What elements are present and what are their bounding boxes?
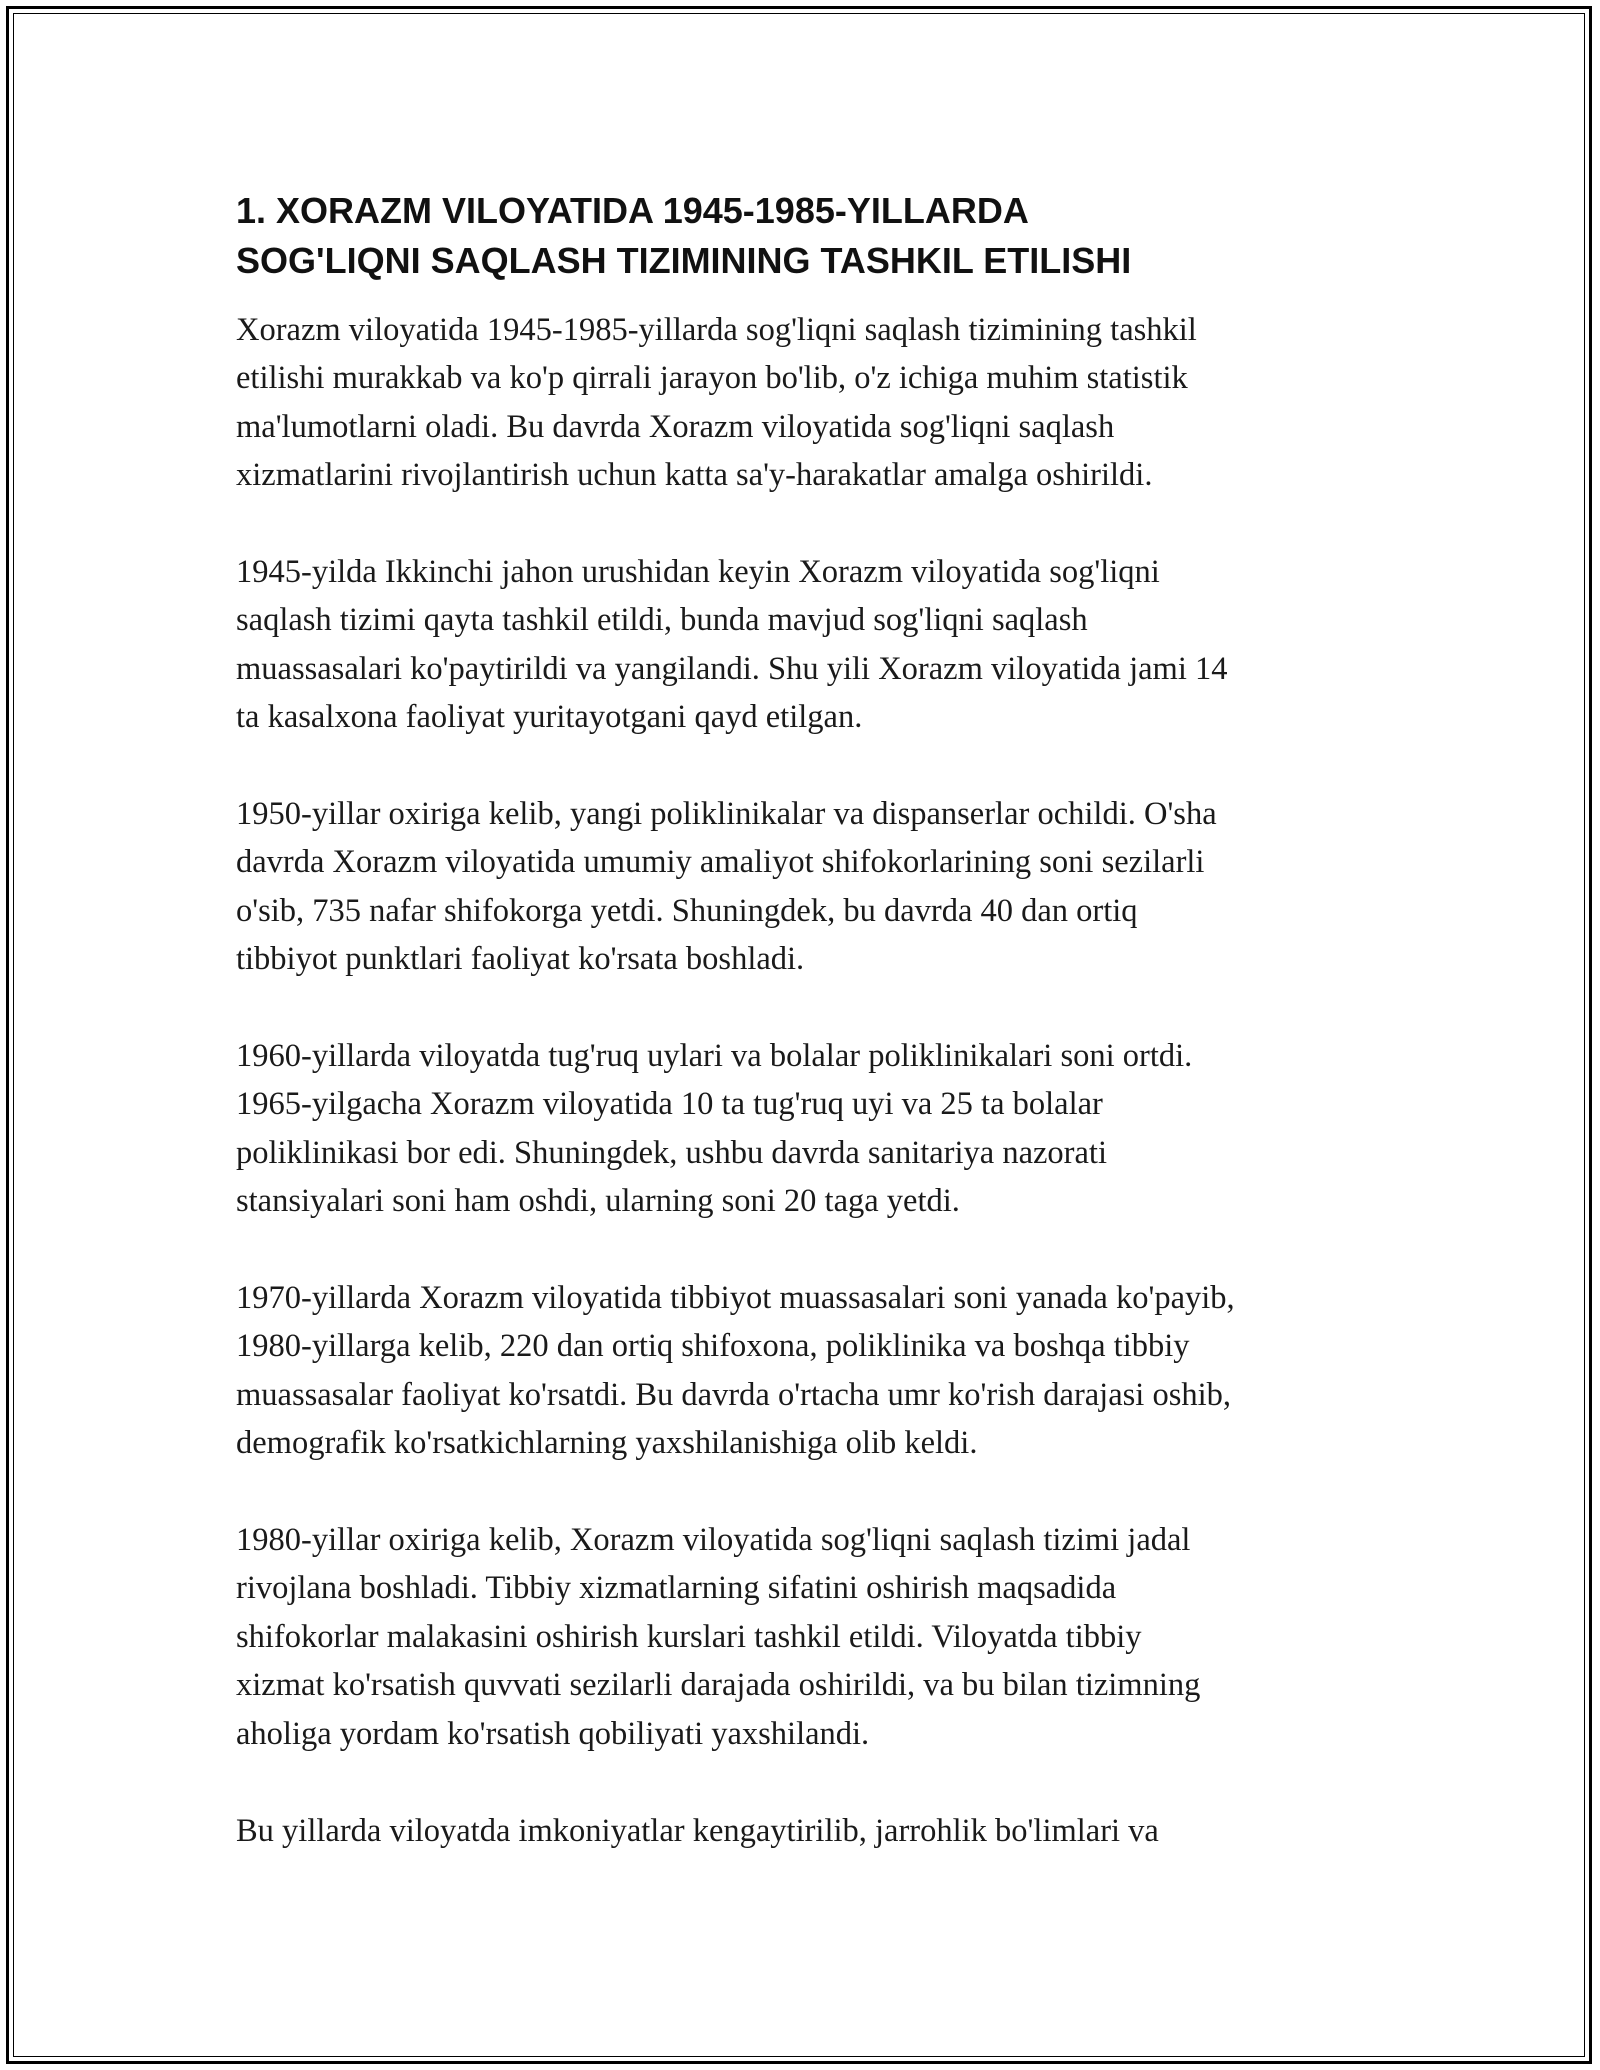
text-line: 1980-yillarga kelib, 220 dan ortiq shifoxona, poliklinika va boshqa tibbiy <box>236 1328 1190 1365</box>
paragraph <box>236 1032 1386 1226</box>
text-line: Xorazm viloyatida 1945-1985-yillarda sog'liqni saqlash tizimining tashkil <box>236 312 1197 348</box>
text-line: o'sib, 735 nafar shifokorga yetdi. Shuningdek, bu davrda 40 dan ortiq <box>236 892 1138 929</box>
text-line: poliklinikasi bor edi. Shuningdek, ushbu davrda sanitariya nazorati <box>236 1134 1107 1171</box>
text-line: ma'lumotlarni oladi. Bu davrda Xorazm viloyatida sog'liqni saqlash <box>236 408 1115 445</box>
paragraph <box>236 548 1386 742</box>
text-line: ta kasalxona faoliyat yuritayotgani qayd etilgan. <box>236 699 863 736</box>
text-line: xizmatlarini rivojlantirish uchun katta sa'y-harakatlar amalga oshirildi. <box>236 457 1153 494</box>
text-line: muassasalar faoliyat ko'rsatdi. Bu davrda o'rtacha umr ko'rish darajasi oshib, <box>236 1376 1231 1413</box>
paragraph <box>236 1516 1386 1758</box>
text-line: rivojlana boshladi. Tibbiy xizmatlarning sifatini oshirish maqsadida <box>236 1570 1117 1607</box>
text-line: 1960-yillarda viloyatda tug'ruq uylari va bolalar poliklinikalari soni ortdi. <box>236 1038 1193 1075</box>
text-line: demografik ko'rsatkichlarning yaxshilanishiga olib keldi. <box>236 1425 978 1462</box>
text-line: Bu yillarda viloyatda imkoniyatlar kengaytirilib, jarrohlik bo'limlari va <box>236 1812 1159 1849</box>
text-line: muassasalari ko'paytirildi va yangilandi. Shu yili Xorazm viloyatida jami 14 <box>236 650 1228 687</box>
paragraph <box>236 1807 1386 1855</box>
title-line: SOG'LIQNI SAQLASH TIZIMINING TASHKIL ETILISHI <box>236 240 1132 281</box>
text-line: stansiyalari soni ham oshdi, ularning soni 20 taga yetdi. <box>236 1183 960 1220</box>
page-title <box>236 186 1386 286</box>
text-line: tibbiyot punktlari faoliyat ko'rsata boshladi. <box>236 941 805 978</box>
text-line: etilishi murakkab va ko'p qirrali jarayon bo'lib, o'z ichiga muhim statistik <box>236 360 1188 397</box>
text-line: xizmat ko'rsatish quvvati sezilarli darajada oshirildi, va bu bilan tizimning <box>236 1667 1201 1704</box>
paragraph <box>236 1274 1386 1468</box>
text-line: saqlash tizimi qayta tashkil etildi, bunda mavjud sog'liqni saqlash <box>236 602 1088 639</box>
document-body <box>236 186 1386 1903</box>
title-line: 1. XORAZM VILOYATIDA 1945-1985-YILLARDA <box>236 190 1029 231</box>
text-line: shifokorlar malakasini oshirish kurslari tashkil etildi. Viloyatda tibbiy <box>236 1618 1142 1655</box>
paragraph <box>236 790 1386 984</box>
text-line: 1980-yillar oxiriga kelib, Xorazm viloyatida sog'liqni saqlash tizimi jadal <box>236 1522 1191 1559</box>
text-line: 1950-yillar oxiriga kelib, yangi poliklinikalar va dispanserlar ochildi. O'sha <box>236 796 1217 833</box>
text-line: 1970-yillarda Xorazm viloyatida tibbiyot muassasalari soni yanada ko'payib, <box>236 1280 1235 1317</box>
text-line: davrda Xorazm viloyatida umumiy amaliyot shifokorlarining soni sezilarli <box>236 844 1205 881</box>
text-line: 1945-yilda Ikkinchi jahon urushidan keyin Xorazm viloyatida sog'liqni <box>236 554 1160 591</box>
text-line: aholiga yordam ko'rsatish qobiliyati yaxshilandi. <box>236 1715 870 1752</box>
paragraph <box>236 306 1386 500</box>
text-line: 1965-yilgacha Xorazm viloyatida 10 ta tug'ruq uyi va 25 ta bolalar <box>236 1086 1103 1123</box>
